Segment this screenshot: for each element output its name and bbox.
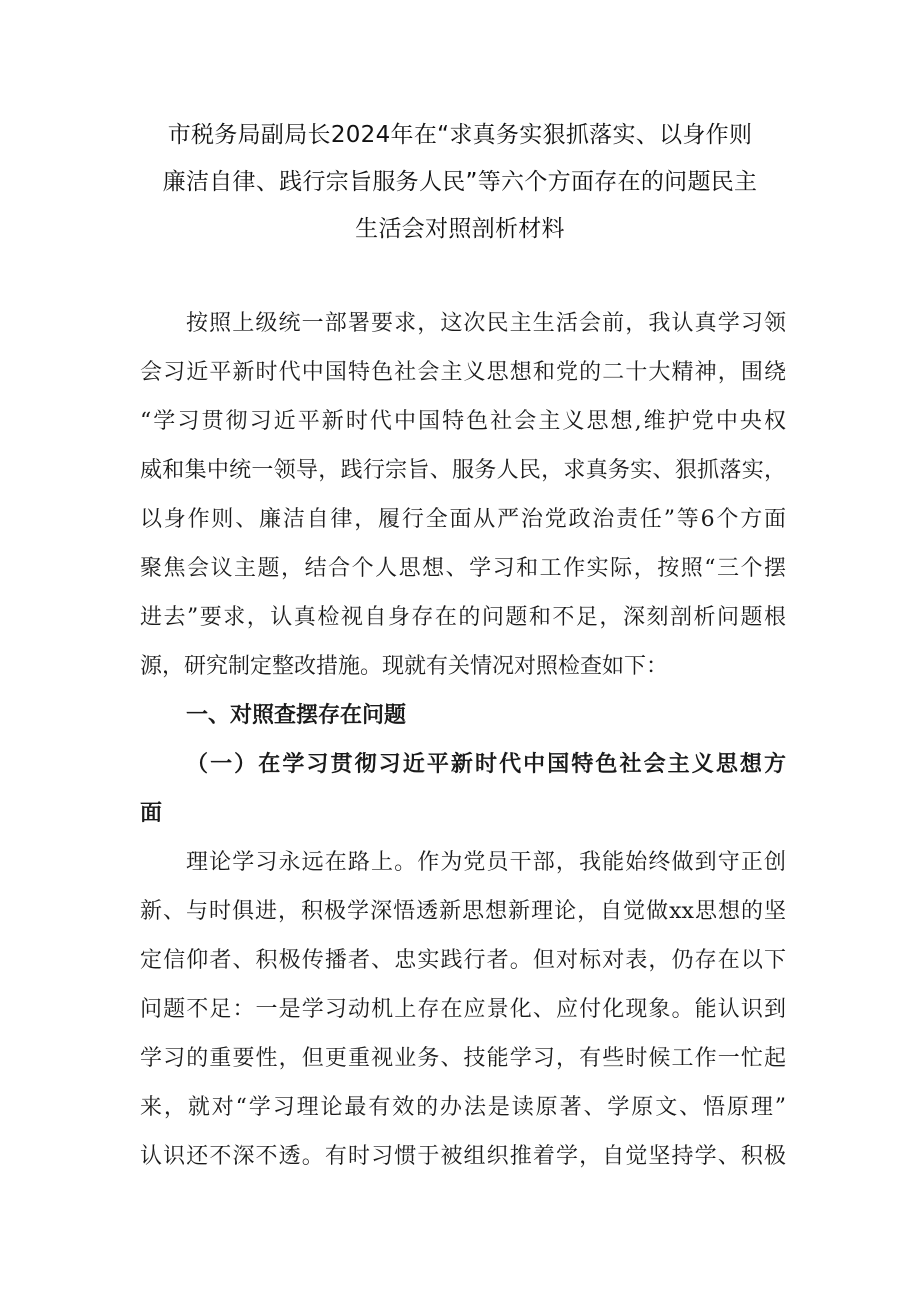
paragraph-line: 认识还不深不透。有时习惯于被组织推着学，自觉坚持学、积极 bbox=[140, 1144, 786, 1169]
paragraph-line: 理论学习永远在路上。作为党员干部，我能始终做到守正创 bbox=[186, 850, 786, 875]
paragraph-line: 聚焦会议主题，结合个人思想、学习和工作实际，按照“三个摆 bbox=[140, 556, 786, 581]
paragraph-line: 威和集中统一领导，践行宗旨、服务人民，求真务实、狠抓落实， bbox=[140, 458, 786, 483]
title-line: 生活会对照剖析材料 bbox=[355, 216, 565, 242]
subsection-heading-line: （一）在学习贯彻习近平新时代中国特色社会主义思想方 bbox=[186, 752, 786, 777]
subsection-heading-line: 面 bbox=[140, 801, 163, 826]
title-line: 廉洁自律、践行宗旨服务人民”等六个方面存在的问题民主 bbox=[162, 169, 758, 195]
paragraph-line: 来，就对“学习理论最有效的办法是读原著、学原文、悟原理” bbox=[140, 1095, 786, 1120]
paragraph-line: 问题不足：一是学习动机上存在应景化、应付化现象。能认识到 bbox=[140, 997, 786, 1022]
paragraph-line: 以身作则、廉洁自律，履行全面从严治党政治责任”等6个方面 bbox=[140, 507, 786, 532]
paragraph-line: “学习贯彻习近平新时代中国特色社会主义思想,维护党中央权 bbox=[140, 409, 786, 434]
title-line: 市税务局副局长2024年在“求真务实狠抓落实、以身作则 bbox=[167, 122, 753, 148]
paragraph-line: 进去”要求，认真检视自身存在的问题和不足，深刻剖析问题根 bbox=[140, 605, 786, 630]
paragraph-line: 定信仰者、积极传播者、忠实践行者。但对标对表，仍存在以下 bbox=[140, 948, 786, 973]
paragraph-line: 学习的重要性，但更重视业务、技能学习，有些时候工作一忙起 bbox=[140, 1046, 786, 1071]
section-heading-text: 一、对照查摆存在问题 bbox=[186, 703, 407, 728]
paragraph-line: 新、与时俱进，积极学深悟透新思想新理论，自觉做xx思想的坚 bbox=[140, 899, 786, 924]
section-heading bbox=[140, 691, 786, 740]
subsection-heading bbox=[140, 740, 786, 838]
paragraph-line: 会习近平新时代中国特色社会主义思想和党的二十大精神，围绕 bbox=[140, 360, 786, 385]
document-title bbox=[120, 112, 800, 253]
paragraph-line: 按照上级统一部署要求，这次民主生活会前，我认真学习领 bbox=[186, 311, 786, 336]
theory-study-paragraph bbox=[140, 838, 786, 1181]
intro-paragraph bbox=[140, 299, 786, 691]
paragraph-line: 源，研究制定整改措施。现就有关情况对照检查如下： bbox=[140, 654, 669, 679]
